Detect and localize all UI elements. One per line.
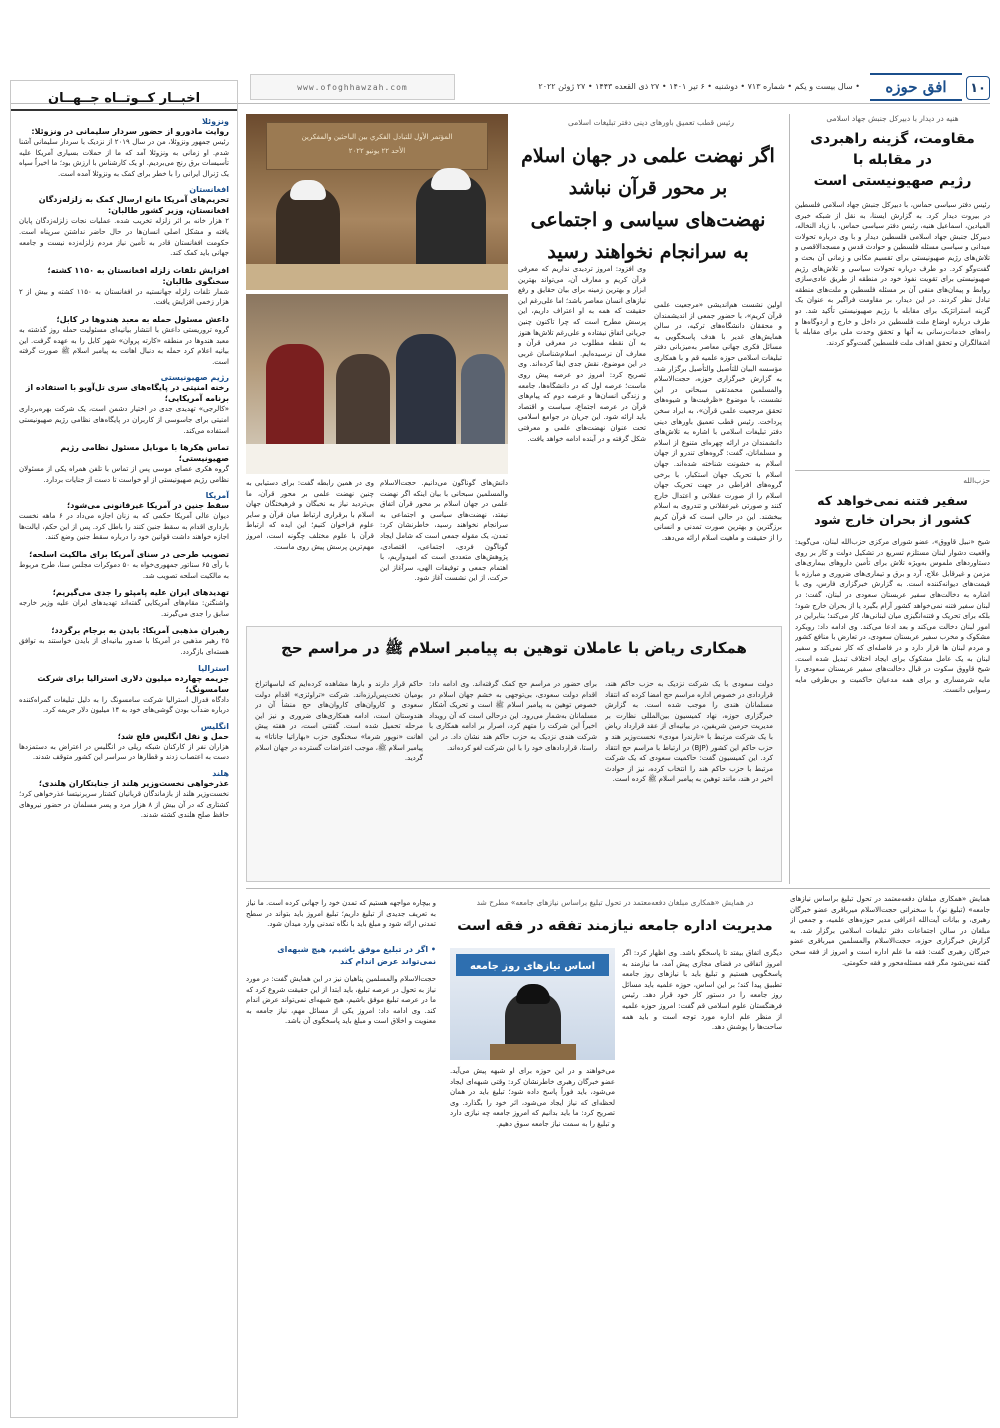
news-headline: روایت مادورو از حضور سردار سلیمانی در ونزوئلا: bbox=[31, 127, 229, 136]
news-headline: تصویب طرحی در سنای آمریکا برای مالکیت اسلحه؛ bbox=[29, 550, 229, 560]
lebanon-title-line: کشور از بحران خارج شود bbox=[814, 512, 971, 527]
hawza-col-1: همایش «همکاری مبلغان دفعه‌معتمد در تحول تبلیغ براساس نیازهای جامعه» (تبلیغ نو)، با سخنرانی حجت‌الاسلام میرباقری عضو خبرگان رهبری، و بیانات آیت‌الله اعرافی مدیر حوزه‌های علمیه، و جمعی از مبلغان در سالن اجتماعات دفتر تبلیغات اسلامی برگزار شد. به گزارش خبرگزاری حوزه، حجت‌الاسلام والمسلمین میرباقری عضو خبرگان رهبری گفت: فقه ما علم اداره است و امروز از فقه سخن گفته نمی‌شود مگر فقه مسئله‌محور و فقه حکومتی. bbox=[790, 895, 990, 967]
news-country: هلند bbox=[212, 769, 229, 778]
hajj-col-3: حاکم قرار دارند و بارها مشاهده کرده‌ایم که لباسهاتراخ بومیان تخت‌پس‌لرزه‌اند. شرکت «تراوئزی» اقدام دولت سعودی و کاروان‌های کاروان‌های حج منشأ آن در هندوستان است، ادامه همکاری‌های ضروری و نیز این مرحله تحمیل شده است. گفتنی است، در هفته پیش اهانت «نوپور شرما» سخنگوی حزب «بهاراتیا جاناتا» به پیامبر اسلام ﷺ، موجب اعتراضات گسترده در جهان اسلام گردید. bbox=[255, 680, 423, 763]
banner-text: المؤتمر الأول للتبادل الفكري بين الباحثين والمفكرين bbox=[301, 133, 453, 141]
news-title: اخبــار کــوتــاه جــهــان bbox=[47, 91, 201, 106]
hamas-story bbox=[795, 114, 990, 466]
hawza-col-2: دیگری اتفاق بیفتد تا پاسخگو باشد. وی اظهار کرد: اگر امروز اتفاقی در فضای مجازی پیش آمد، ما نیازمند به پاسخگویی هستیم و تبلیغ باید با نیازهای روز جامعه تطبیق پیدا کند؛ بر این اساس، حوزه علمیه باید مسائل روز جامعه را در دستور کار خود قرار دهد. رئیس فرهنگستان علوم اسلامی قم گفت: امروز حوزه علمیه از منظر علم اداره مورد توجه است و باید همه ساحت‌ها را پوشش دهد. bbox=[622, 949, 782, 1032]
hawza-kicker: در همایش «همکاری مبلغان دفعه‌معتمد در تحول تبلیغ براساس نیازهای جامعه» مطرح شد bbox=[476, 898, 754, 907]
banner-date: الأحد ۲۲ يونيو ۲۰۲۲ bbox=[348, 147, 406, 155]
news-country: استرالیا bbox=[198, 663, 229, 673]
news-body: شمار تلفات زلزله جهانستیه در افغانستان به ۱۱۵۰ کشته و بیش از ۲ هزار زخمی افزایش یافت. bbox=[19, 287, 229, 307]
news-headline: تحریم‌های آمریکا مانع ارسال کمک به زلزله‌زدگان افغانستان، وزیر کشور طالبان: bbox=[38, 195, 229, 216]
attendee bbox=[336, 354, 390, 450]
news-country: افغانستان bbox=[189, 185, 229, 195]
news-headline: رهبران مذهبی آمریکا: بایدن به برجام برگردد؛ bbox=[51, 626, 229, 636]
hajj-article bbox=[246, 626, 782, 882]
main-kicker: رئیس قطب تعمیق باورهای دینی دفتر تبلیغات اسلامی bbox=[567, 118, 735, 127]
main-title-line: اگر نهضت علمی در جهان اسلام bbox=[521, 145, 775, 167]
page-number: ۱۰ bbox=[970, 81, 986, 96]
hawza-subtitle: • اگر در تبلیغ موفق باشیم، هیچ شبهه‌ای نمی‌تواند عرض اندام کند bbox=[277, 945, 436, 966]
turban bbox=[431, 168, 471, 190]
news-item bbox=[19, 185, 229, 258]
logo bbox=[870, 73, 962, 101]
news-headline: جریمه چهارده میلیون دلاری استرالیا برای شرکت سامسونگ؛ bbox=[37, 673, 229, 694]
main-col-4: وی در همین رابطه گفت: برای دستیابی به چنین نهضت علمی بر محور قرآن، ما بی‌تردید نیاز به نخبگان و فرهیختگان جهان اسلام با برقراری ارتباط میان قرآن و سایر علوم فراخوان کنیم؛ این ایده که ارتباط قرآن با علوم مختلف چگونه است، امروز مهم‌ترین پرسش پیش روی ماست. bbox=[246, 479, 374, 551]
lebanon-kicker: حزب‌الله bbox=[963, 476, 990, 485]
news-headline: رخنه امنیتی در پایگاه‌های سری تل‌آویو با استفاده از برنامه آمریکایی؛ bbox=[25, 383, 229, 404]
hawza-article bbox=[246, 894, 990, 1418]
horizontal-divider bbox=[246, 888, 990, 889]
main-col-3: دانش‌های گوناگون می‌دانیم. حجت‌الاسلام والمسلمین سبحانی با بیان اینکه اگر نهضت علمی در جهان اسلام بر محور قرآن اتفاق نیفتد، نهضت‌های سیاسی و اجتماعی به سرانجام نخواهند رسید، خاطرنشان کرد: تمدن، یک مقوله جمعی است که شامل ایجاد گوناگون فردی، اجتماعی، اقتصادی، پژوهش‌های متعددی است که امیدواریم، با اهتمام جمعی و توفیقات الهی، سرآغاز این حرکت، از این نشست آغاز شود. bbox=[380, 479, 508, 583]
lebanon-story bbox=[795, 476, 990, 881]
hamas-title-line: مقاومت، گزینه راهبردی bbox=[810, 131, 975, 147]
issue-info: • سال بیست و یکم • شماره ۷۱۳ • دوشنبه • ۶ تیر ۱۴۰۱ • ۲۷ ذی القعده ۱۴۴۳ • ۲۷ ژوئن ۲۰۲۲ bbox=[538, 82, 860, 91]
news-item bbox=[19, 373, 229, 436]
hamas-title-line: رژیم صهیونیستی است bbox=[813, 173, 972, 189]
hajj-title: همکاری ریاض با عاملان توهین به پیامبر اسلام ﷺ در مراسم حج bbox=[281, 639, 747, 657]
news-item bbox=[19, 587, 229, 619]
page-number-box bbox=[966, 76, 990, 100]
news-headline: سقط جنین در آمریکا غیرقانونی می‌شود؛ bbox=[67, 501, 229, 511]
news-item bbox=[19, 549, 229, 581]
main-title bbox=[514, 140, 782, 268]
news-headline: افزایش تلفات زلزله افغانستان به ۱۱۵۰ کشته؛ سخنگوی طالبان: bbox=[47, 265, 229, 286]
hamas-title-line: در مقابله با bbox=[853, 152, 932, 168]
attendee bbox=[461, 354, 505, 444]
hajj-col-2: برای حضور در مراسم حج کمک گرفته‌اند. وی ادامه داد: اقدام دولت سعودی، بی‌توجهی به خشم جهان اسلام در خصوص توهین به پیامبر اسلام ﷺ است و تحریک آشکار مسلمانان به‌شمار می‌رود. این درحالی است که آن رویداد اخیراً این شرکت را متهم کرد، اصرار بر ادامه همکاری با شرکت هندی نزدیک به حزب حاکم هند نشان داد. در این راستا، قراردادهای خود را با این شرکت لغو کرده‌اند. bbox=[429, 680, 597, 752]
banner bbox=[456, 954, 609, 976]
hawza-col-3: می‌خواهند و در این حوزه برای او شبهه پیش می‌آید. عضو خبرگان رهبری خاطرنشان کرد: وقتی شبهه‌ای ایجاد می‌شود، باید فوراً پاسخ داده شود؛ تبلیغ باید در همان لحظه‌ای که نیاز ایجاد می‌شود، اثر خود را بگذارد. وی تصریح کرد: ما باید بدانیم که امروز جامعه چه نیازی دارد و تبلیغ را به سمت نیاز جامعه سوق دهیم. bbox=[450, 1067, 615, 1128]
conference-photo-2 bbox=[246, 294, 508, 474]
news-body: نخست‌وزیر هلند از بازماندگان قربانیان کشتار سربرنیتسا عذرخواهی کرد؛ کشتاری که در آن بیش از ۸ هزار مرد و پسر مسلمان در حضور نیروهای حافظ صلح هلندی کشته شدند. bbox=[19, 790, 229, 820]
conference-photo-1 bbox=[246, 114, 508, 290]
speaker-photo bbox=[450, 948, 615, 1060]
news-item bbox=[19, 314, 229, 367]
news-header bbox=[11, 81, 237, 111]
hamas-kicker: هنیه در دیدار با دبیرکل جنبش جهاد اسلامی bbox=[826, 114, 959, 123]
news-item bbox=[19, 722, 229, 763]
world-news-column bbox=[10, 80, 238, 1418]
lebanon-title bbox=[795, 491, 990, 529]
news-body: دادگاه فدرال استرالیا شرکت سامسونگ را به دلیل تبلیغات گمراه‌کننده درباره ضدآب بودن گوشی‌های خود به ۱۴ میلیون دلار جریمه کرد. bbox=[19, 695, 229, 715]
attendee bbox=[266, 344, 324, 444]
url-box bbox=[250, 74, 455, 100]
vertical-divider bbox=[789, 114, 790, 884]
logo-text: افق حوزه bbox=[885, 78, 947, 96]
news-headline: حمل و نقل انگلیس فلج شد؛ bbox=[117, 731, 229, 741]
lectern bbox=[490, 1044, 576, 1060]
table bbox=[246, 264, 508, 290]
news-body: «کالرجی» تهدیدی جدی در اختیار دشمن است، یک شرکت بهره‌برداری امنیتی برای جاسوسی از کاربران در پایگاه‌های نظامی رژیم صهیونیستی استفاده می‌کند. bbox=[19, 405, 229, 435]
turban bbox=[516, 984, 550, 1004]
news-item bbox=[19, 491, 229, 543]
main-title-line: به سرانجام نخواهند رسید bbox=[547, 241, 749, 263]
news-body: رئیس جمهور ونزوئلا، من در سال ۲۰۱۹ از نزدیک با سردار سلیمانی آشنا شدم. او زمانی به ونزوئلا آمد که ما از حملات بسیاری آمریکا علیه تأسیسات برق رنج می‌بردیم. او یک کارشناس با ارزش بود؛ ما اخیراً سپاه یک ژنرال ایرانی را با خطر برای کمک به ونزوئلا آمده است. bbox=[19, 138, 229, 178]
lebanon-body: شیخ «نبیل قاووق»، عضو شورای مرکزی حزب‌الله لبنان، می‌گوید: واقعیت دشوار لبنان مستلزم تسریع در تشکیل دولت و کار بر روی دستاوردهای ملموس به‌ویژه تلاش برای تأمین داروهای بیماری‌های مزمن و غیرقابل علاج، آرد و برق و تیماری‌های ضروری و مبارزه با قیمت‌های دیوانه‌کننده است. به گزارش خبرگزاری فارس، وی با اشاره به دخالت‌های سفیر عربستان سعودی در لبنان، گفت: در لبنان سفیر فتنه نمی‌خواهد کشور آرام بگیرد یا از بحران خارج شود؛ بلکه برای تحریک و فتنه‌انگیزی میان لبنانی‌ها، کار می‌کند؛ بنابراین در امور لبنان دخالت می‌کند و بعد ادعا می‌کند. وی ادامه داد: رویکرد مشکوک و مخرب سفیر عربستان سعودی، در تعارض با منافع کشور و مردم لبنان ها قرار دارد و در فاصله‌ای که کار نمی‌کند و سفیر لبنان به یک عامل مشکوک برای ایجاد اختلاف تبدیل شده است. شیخ قاووق سکوت در قبال دخالت‌های سفیر عربستان سعودی را مایه شرمساری و برای همه مدعیان حاکمیت و بی‌طرفی مایه رسوایی دانست. bbox=[795, 538, 990, 695]
news-country: انگلیس bbox=[200, 721, 229, 731]
hamas-body: رئیس دفتر سیاسی حماس، با دبیرکل جنبش جهاد اسلامی فلسطین در بیروت دیدار کرد. به گزارش ایسنا، به نقل از شبکه خبری المیادین، اسماعیل هنیه، رئیس دفتر سیاسی حماس، با زیاد النخاله، دبیرکل جنبش جهاد اسلامی فلسطین دیدار و با وی درباره تحولات میدانی و سیاسی مسئله فلسطین و حوادث قدس و مسجدالاقصی و تلاش‌های رژیم صهیونیستی برای تقسیم مکانی و زمانی آن بحث و گفت‌وگو کرد. دو طرف درباره تحولات سیاسی و تلاش‌های رژیم صهیونیستی برای تقویت نفوذ خود در منطقه از طریق عادی‌سازی روابط و پیمان‌های منفی آن بر مسئله فلسطین و ملت‌های منطقه تبادل نظر کردند. در این دیدار، بر مقاومت فراگیر به عنوان یک گزینه استراتژیک برای مقابله با رژیم صهیونیستی تأکید شد. دو طرف درباره اوضاع ملت فلسطین در داخل و خارج و اردوگاه‌ها و راه‌های خدمات‌رسانی به آنها و تحقق وحدت ملی برای مقابله با اشغالگران و تحقق اهداف ملت فلسطین گفت‌وگو کردند. bbox=[795, 201, 990, 347]
main-col-2: وی افزود: امروز تردیدی نداریم که معرفی قرآن کریم و معارف آن، می‌تواند بهترین ابزار و بهترین زمینه برای بیان حقایق و رفع نیازهای انسان معاصر باشد؛ اما علی‌رغم این حقیقت که همه به او اعتراف داریم، این پرسش مطرح است که چرا تاکنون چنین جریانی اتفاق نیفتاده و علی‌رغم تلاش‌ها هنوز به آن نقطه مطلوب در معرفی قرآن و معارف آن نرسیده‌ایم. اسلام‌شناسان غربی در این موضوع، نقش جدی ایفا کرده‌اند. وی تصریح کرد: امروز دو عرصه پیش روی ماست؛ عرصه اول که در دانشگاه‌ها، جامعه و زندگی انسان‌ها و عرصه دوم که پیام‌های قرآن در عرصه اجتماع، سیاست و اقتصاد باید ارائه شود. این جریان در جوامع اسلامی تحت عنوان نهضت‌های علمی و معرفتی شکل گرفته و در آینده ادامه خواهد یافت. bbox=[518, 265, 646, 443]
table bbox=[246, 444, 508, 474]
news-body: گروه تروریستی داعش با انتشار بیانیه‌ای مسئولیت حمله روز گذشته به معبد هندوها در منطقه «کارته پروان» شهر کابل را به عهده گرفت. این بیانیه اعلام کرد حمله به دنبال اهانت به پیامبر اسلام ﷺ صورت گرفته است. bbox=[19, 325, 229, 366]
lebanon-title-line: سفیر فتنه نمی‌خواهد که bbox=[817, 493, 968, 508]
banner-text: اساس نیازهای روز جامعه bbox=[469, 961, 596, 972]
news-country: آمریکا bbox=[205, 491, 229, 501]
banner bbox=[266, 122, 488, 170]
hawza-col-4: و بیچاره مواجهه هستیم که تمدن خود را جهانی کرده است. ما نیاز به تعریف جدیدی از تبلیغ داریم؛ تبلیغ امروز باید بتواند در سطح تمدنی ارائه شود و مبلغ باید با نگاه تمدنی وارد میدان شود. bbox=[246, 899, 436, 929]
main-col-1: اولین نشست هم‌اندیشی «مرجعیت علمی قرآن کریم»، با حضور جمعی از اندیشمندان و محققان دانشگاه‌های ترکیه، در سالن همایش‌های غدیر با هدف پاسخگویی به مسائل فکری جهانی معاصر به‌میزبانی دفتر تبلیغات اسلامی حوزه علمیه قم و با همکاری مؤسسه البیان للتأصیل والتأصیل برگزار شد. به گزارش خبرگزاری حوزه، حجت‌الاسلام والمسلمین محمدتقی سبحانی در این نشست، با موضوع «ظرفیت‌ها و شیوه‌های تحقق مرجعیت علمی قرآن»، به ایراد سخن پرداخت. رئیس قطب تعمیق باورهای دینی دفتر تبلیغات اسلامی با اشاره به تلاش‌های دانشمندان در ارائه چهره‌ای متنوع از اسلام و مسلمانان، گفت: گروه‌های تندرو از جهان اسلام به خشونت شناخته شده‌اند. جهان اسلام با تحریک جهان استکبار، با برخی گروه‌های افراطی در جهت تحریک جهان اسلام را از صورت عقلانی و اعتدال خارج کنند و صورتی غیرعقلانی و تندروی به اسلام ببخشند. این در حالی است که قرآن کریم برزگترین و بهترین صورت تمدنی و انسانی را از حقیقت و ماهیت اسلام ارائه می‌دهد. bbox=[654, 301, 782, 543]
news-item bbox=[19, 442, 229, 485]
hawza-title: مدیریت اداره جامعه نیازمند تفقه در فقه است bbox=[457, 918, 773, 934]
main-article bbox=[246, 114, 782, 619]
news-item bbox=[19, 265, 229, 308]
hawza-col-5: حجت‌الاسلام والمسلمین پناهیان نیز در این همایش گفت: در مورد نیاز به تحول در عرصه تبلیغ، باید ابتدا از این حقیقت شروع کرد که ما در عرصه تبلیغ موفق باشیم، هیچ شبهه‌ای نمی‌تواند عرض اندام کند. وی ادامه داد: امروز یکی از مسائل مهم، نیاز جامعه به معنویت و اخلاق است و مبلغ باید پاسخگوی آن باشد. bbox=[246, 975, 436, 1026]
news-body: دیوان عالی آمریکا حکمی که به زنان اجازه می‌داد در ۶ ماهه نخست بارداری اقدام به سقط جنین کنند را باطل کرد. پس از این حکم، ایالت‌ها اجازه خواهند داشت قوانین خود را درباره سقط جنین وضع کنند. bbox=[19, 512, 229, 542]
turban bbox=[290, 180, 326, 200]
news-country: رژیم صهیونیستی bbox=[160, 373, 229, 383]
news-body: ۲۵ رهبر مذهبی در آمریکا با صدور بیانیه‌ای از بایدن خواستند به توافق هسته‌ای بازگردد. bbox=[19, 637, 229, 657]
news-item bbox=[19, 769, 229, 821]
attendee bbox=[396, 334, 456, 444]
news-body: گروه هکری عصای موسی پس از تماس با تلفن همراه یکی از مسئولان نظامی رژیم صهیونیستی از او خواست تا دست از جنایات بردارد. bbox=[19, 465, 229, 484]
main-title-line: نهضت‌های سیاسی و اجتماعی bbox=[530, 209, 766, 231]
main-title-line: بر محور قرآن نباشد bbox=[568, 177, 728, 199]
news-headline: تهدیدهای ایران علیه پامپئو را جدی می‌گیریم؛ bbox=[52, 588, 229, 598]
news-item bbox=[19, 625, 229, 657]
news-body: هزاران نفر از کارکنان شبکه ریلی در انگلیس در اعتراض به دستمزدها دست به اعتصاب زدند و قطارها در سراسر این کشور متوقف شدند. bbox=[19, 742, 229, 762]
news-body: واشنگتن: مقام‌های آمریکایی گفته‌اند تهدیدهای ایران علیه وزیر خارجه سابق را جدی می‌گیرند. bbox=[19, 599, 229, 618]
hajj-col-1: دولت سعودی با یک شرکت نزدیک به حزب حاکم هند، قراردادی در خصوص اداره مراسم حج امضا کرده که انتقاد مسلمانان هندی را موجب شده است. به گزارش خبرگزاری حوزه، نهاد کمیسیون بین‌المللی نظارت بر مدیریت حرمین شریفین، در بیانیه‌ای از عقد قرارداد ریاض با یک شرکت مرتبط با «نارندرا مودی» نخست‌وزیر هند و حزب حاکم این کشور (BJP) در ارتباط با مراسم حج انتقاد کرد. این کمیسیون گفت: حاکمیت سعودی که یک شرکت مرتبط با حزب حاکم هند را انتخاب کرده، نیز از حوادث اخیر در هند، مانند توهین به پیامبر اسلام ﷺ کرده است. bbox=[605, 680, 773, 784]
news-item bbox=[19, 117, 229, 179]
news-headline: تماس هکرها با موبایل مسئول نظامی رژیم صهیونیستی؛ bbox=[60, 443, 229, 464]
hamas-title bbox=[795, 129, 990, 192]
news-headline: عذرخواهی نخست‌وزیر هلند از جنایتکاران هلندی؛ bbox=[38, 779, 229, 788]
news-body: ۲ هزار خانه بر اثر زلزله تخریب شده. عملیات نجات زلزله‌زدگان پایان یافته و مشکل اصلی انسان‌ها در حال حاضر نداشتن سرپناه است. حکومت افغانستان قادر به تأمین نیاز مردم زلزله‌زده نیست و جامعه جهانی باید کمک کند. bbox=[19, 217, 229, 258]
news-headline: داعش مسئول حمله به معبد هندوها در کابل؛ bbox=[56, 314, 229, 324]
news-item bbox=[19, 664, 229, 716]
news-list bbox=[11, 111, 237, 1411]
site-url: www.ofoghhawzah.com bbox=[297, 83, 408, 92]
news-body: با رأی ۶۵ سناتور جمهوری‌خواه به ۵۰ دموکرات مجلس سنا، طرح مربوط به مالکیت اسلحه تصویب شد. bbox=[19, 561, 229, 580]
divider bbox=[795, 470, 990, 471]
news-country: ونزوئلا bbox=[201, 117, 229, 126]
